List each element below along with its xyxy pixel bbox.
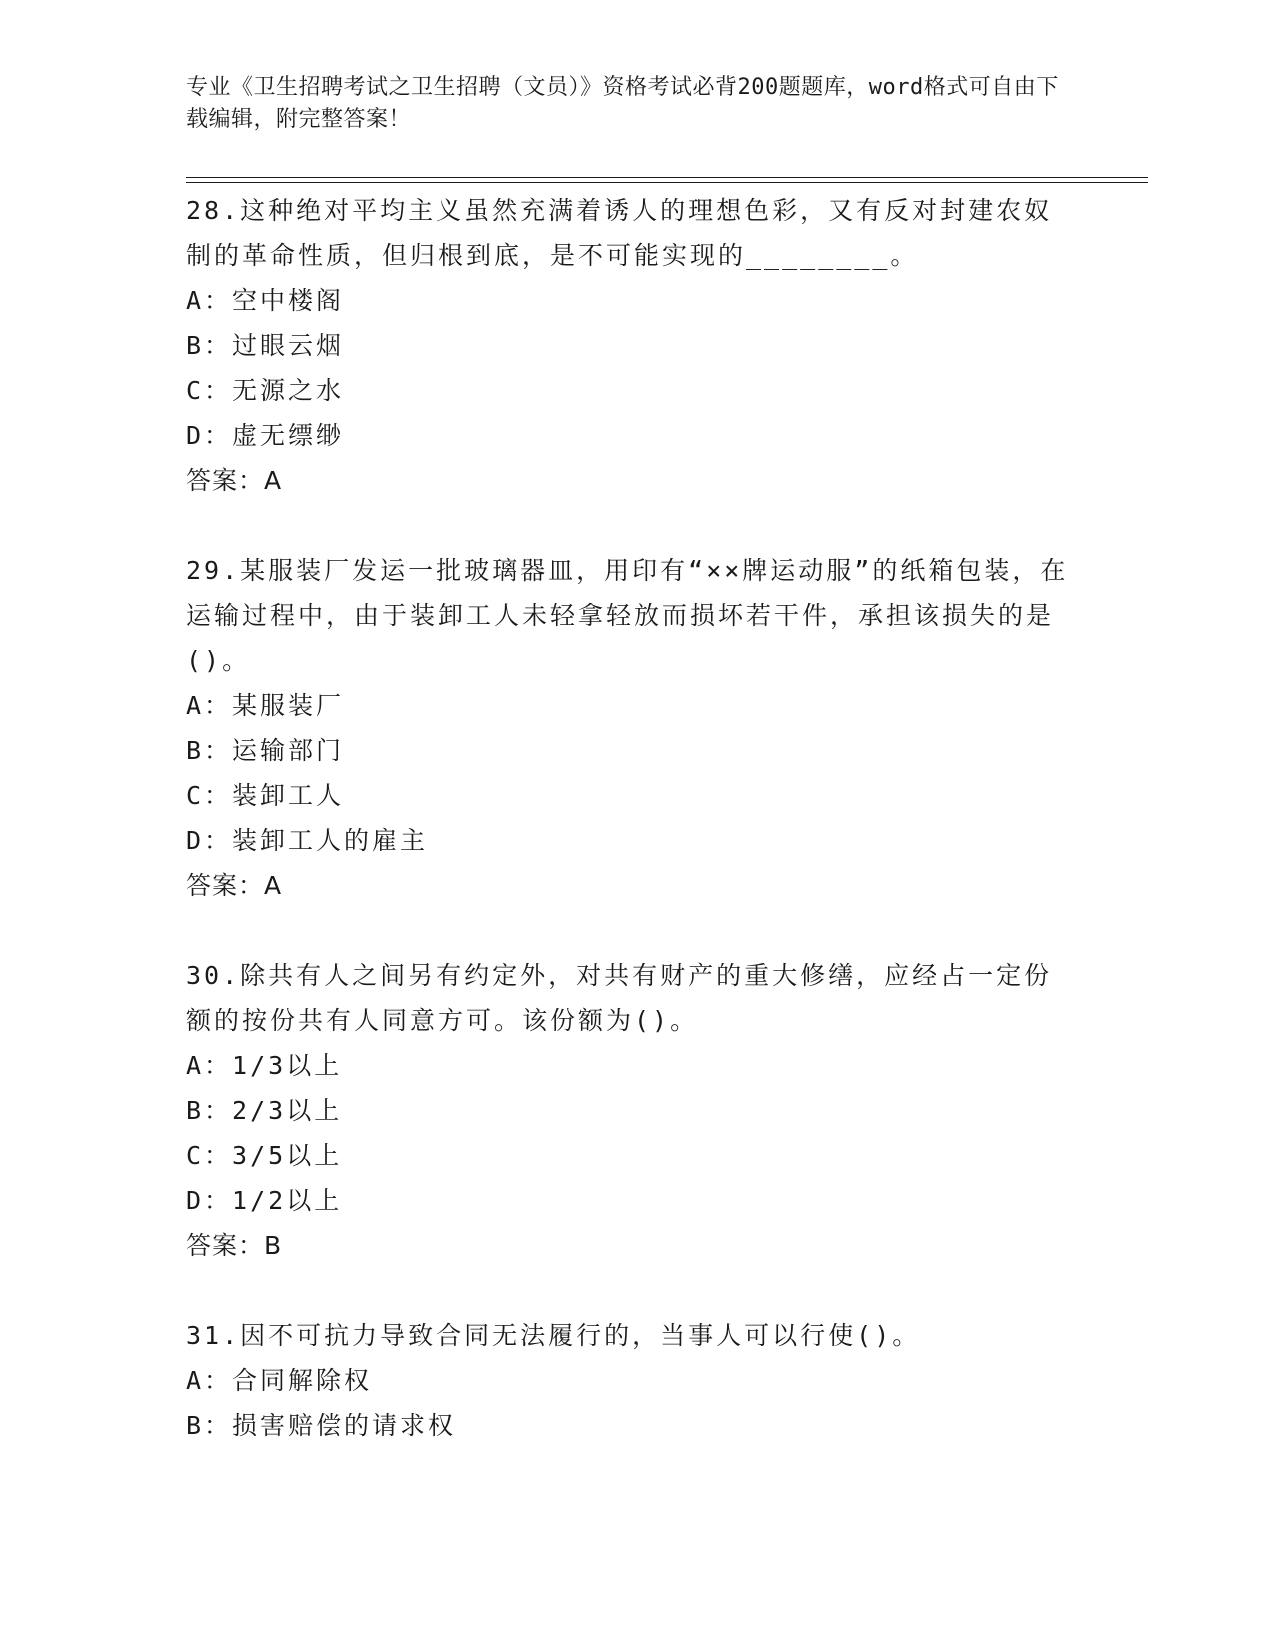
header-divider-top bbox=[186, 177, 1148, 178]
question-stem: 31.因不可抗力导致合同无法履行的，当事人可以行使()。 bbox=[186, 1321, 921, 1350]
option-b: B：过眼云烟 bbox=[186, 331, 345, 360]
answer: 答案：A bbox=[186, 871, 283, 900]
question-30 bbox=[186, 953, 1076, 1268]
question-31 bbox=[186, 1313, 1076, 1448]
question-stem: 28.这种绝对平均主义虽然充满着诱人的理想色彩，又有反对封建农奴制的革命性质，但归根到底，是不可能实现的________。 bbox=[186, 196, 1053, 270]
option-a: A：空中楼阁 bbox=[186, 286, 345, 315]
option-c: C：装卸工人 bbox=[186, 781, 345, 810]
question-29 bbox=[186, 548, 1076, 908]
answer: 答案：B bbox=[186, 1231, 283, 1260]
option-a: A：1/3以上 bbox=[186, 1051, 343, 1080]
answer: 答案：A bbox=[186, 466, 283, 495]
option-c: C：无源之水 bbox=[186, 376, 345, 405]
question-stem: 30.除共有人之间另有约定外，对共有财产的重大修缮，应经占一定份额的按份共有人同意方可。该份额为()。 bbox=[186, 961, 1053, 1035]
option-c: C：3/5以上 bbox=[186, 1141, 343, 1170]
option-a: A：某服装厂 bbox=[186, 691, 345, 720]
option-b: B：运输部门 bbox=[186, 736, 345, 765]
question-stem: 29.某服装厂发运一批玻璃器皿，用印有“××牌运动服”的纸箱包装，在运输过程中，由于装卸工人未轻拿轻放而损坏若干件，承担该损失的是()。 bbox=[186, 556, 1069, 675]
option-b: B：2/3以上 bbox=[186, 1096, 343, 1125]
question-28 bbox=[186, 188, 1076, 503]
option-b: B：损害赔偿的请求权 bbox=[186, 1411, 457, 1440]
question-list bbox=[186, 188, 1076, 1493]
option-d: D：1/2以上 bbox=[186, 1186, 343, 1215]
document-header: 专业《卫生招聘考试之卫生招聘（文员）》资格考试必背200题题库，word格式可自由下载编辑，附完整答案！ bbox=[186, 75, 1059, 132]
header-divider-bottom bbox=[186, 182, 1148, 183]
option-d: D：装卸工人的雇主 bbox=[186, 826, 429, 855]
option-a: A：合同解除权 bbox=[186, 1366, 373, 1395]
option-d: D：虚无缥缈 bbox=[186, 421, 345, 450]
